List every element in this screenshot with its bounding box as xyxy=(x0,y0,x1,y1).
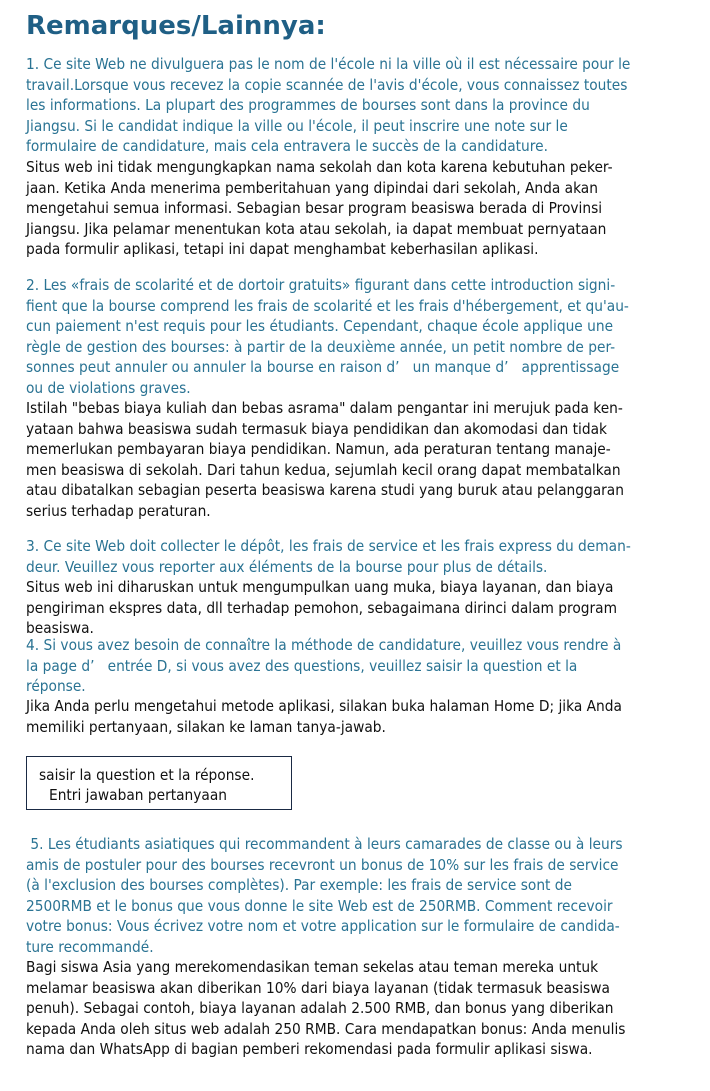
note-3-french: 3. Ce site Web doit collecter le dépôt, les frais de service et les frais express du deman- deur. Veuillez vous reporter aux éléments de la bourse pour plus de détails. xyxy=(26,537,631,576)
qa-entry-label-french: saisir la question et la réponse. xyxy=(39,766,255,784)
note-5-indonesian: Bagi siswa Asia yang merekomendasikan teman sekelas atau teman mereka untuk melamar beasiswa akan diberikan 10% dari biaya layanan (tidak termasuk beasiswa penuh). Sebagai contoh, biaya layanan adalah 2.500 RMB, dan bonus yang diberikan kepada Anda oleh situs web adalah 250 RMB. Cara mendapatkan bonus: Anda menulis nama dan WhatsApp di bagian pemberi rekomendasi pada formulir aplikasi siswa. xyxy=(26,958,626,1059)
note-4-french: 4. Si vous avez besoin de connaître la méthode de candidature, veuillez vous rendre à la page d’ entrée D, si vous avez des questions, veuillez saisir la question et la réponse. xyxy=(26,636,622,696)
qa-entry-button[interactable] xyxy=(26,756,292,810)
note-2-indonesian: Istilah "bebas biaya kuliah dan bebas asrama" dalam pengantar ini merujuk pada ken- yataan bahwa beasiswa sudah termasuk biaya pendidikan dan akomodasi dan tidak memerlukan pembayaran biaya pendidikan. Namun, ada peraturan tentang manaje- men beasiswa di sekolah. Dari tahun kedua, sejumlah kecil orang dapat membatalkan atau dibatalkan sebagian peserta beasiswa karena studi yang buruk atau pelanggaran serius terhadap peraturan. xyxy=(26,399,624,520)
note-1-french: 1. Ce site Web ne divulguera pas le nom de l'école ni la ville où il est nécessaire pour le travail.Lorsque vous recevez la copie scannée de l'avis d'école, vous connaissez toutes les informations. La plupart des programmes de bourses sont dans la province du Jiangsu. Si le candidat indique la ville ou l'école, il peut inscrire une note sur le formulaire de candidature, mais cela entravera le succès de la candidature. xyxy=(26,55,631,156)
note-3-indonesian: Situs web ini diharuskan untuk mengumpulkan uang muka, biaya layanan, dan biaya pengiriman ekspres data, dll terhadap pemohon, sebagaimana dirinci dalam program beasiswa. xyxy=(26,578,618,638)
note-2-french: 2. Les «frais de scolarité et de dortoir gratuits» figurant dans cette introduction signi- fient que la bourse comprend les frais de scolarité et les frais d'hébergement, et qu'au- cun paiement n'est requis pour les étudiants. Cependant, chaque école applique une règle de gestion des bourses: à partir de la deuxième année, un petit nombre de per- sonnes peut annuler ou annuler la bourse en raison d’ un manque d’ apprentissage ou de violations graves. xyxy=(26,276,629,397)
page-heading: Remarques/Lainnya: xyxy=(26,11,326,41)
qa-entry-label-indonesian: Entri jawaban pertanyaan xyxy=(49,786,228,804)
note-5-french: 5. Les étudiants asiatiques qui recommandent à leurs camarades de classe ou à leurs amis de postuler pour des bourses recevront un bonus de 10% sur les frais de service (à l'exclusion des bourses complètes). Par exemple: les frais de service sont de 2500RMB et le bonus que vous donne le site Web est de 250RMB. Comment recevoir votre bonus: Vous écrivez votre nom et votre application sur le formulaire de candida- ture recommandé. xyxy=(26,835,623,956)
note-1-indonesian: Situs web ini tidak mengungkapkan nama sekolah dan kota karena kebutuhan peker- jaan. Ketika Anda menerima pemberitahuan yang dipindai dari sekolah, Anda akan mengetahui semua informasi. Sebagian besar program beasiswa berada di Provinsi Jiangsu. Jika pelamar menentukan kota atau sekolah, ia dapat membuat pernyataan pada formulir aplikasi, tetapi ini dapat menghambat keberhasilan aplikasi. xyxy=(26,158,613,259)
note-4-indonesian: Jika Anda perlu mengetahui metode aplikasi, silakan buka halaman Home D; jika Anda memiliki pertanyaan, silakan ke laman tanya-jawab. xyxy=(26,697,622,736)
